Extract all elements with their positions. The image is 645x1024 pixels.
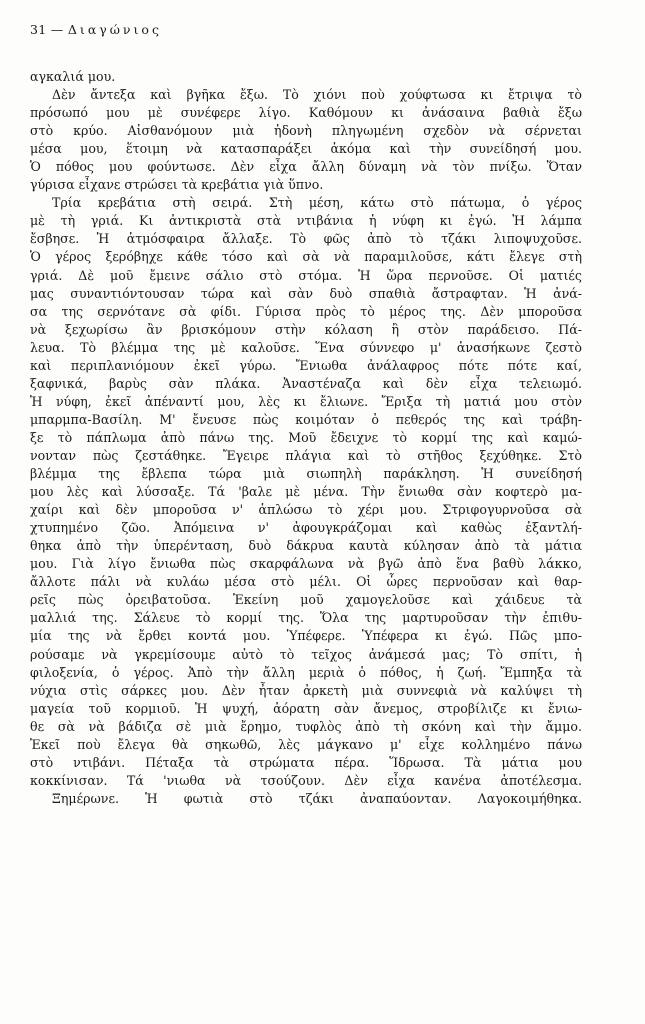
text-line: μαλλιά της. Σάλευε τὸ κορμί της. Ὅλα της μαρτυροῦσαν τὴν ἐπιθυ-: [30, 610, 582, 626]
text-line: Ὁ γέρος ξερόβηχε κάθε τόσο καὶ σὰ νὰ παραμιλοῦσε, κάτι ἔλεγε στὴ: [30, 249, 582, 265]
text-line: μὲ τὴ γριά. Κι ἀντικριστὰ στὰ ντιβάνια ἡ νύφη κι ἐγώ. Ἡ λάμπα: [30, 213, 582, 229]
page-number: 31: [30, 22, 47, 37]
header-separator: —: [50, 22, 64, 37]
text-line: μου λὲς καὶ λύσσαξε. Τά 'βαλε μὲ μένα. Τὴν ἔνιωθα σὰν κοφτερὸ μα-: [30, 484, 582, 500]
text-line: φιλοξενία, ὁ γέρος. Ἀπὸ τὴν ἄλλη μεριὰ ὁ πόθος, ἡ ζωή. Ἔμπηξα τὰ: [30, 664, 582, 680]
text-line: ξαφνικά, βαρὺς σὰν πλάκα. Ἀναστέναζα καὶ δὲν εἶχα τελειωμό.: [30, 375, 582, 391]
running-head: [30, 22, 162, 37]
text-line: χαίρι καὶ δὲν μποροῦσα ν' ἁπλώσω τὸ χέρι μου. Στριφογυρνοῦσα σὰ: [30, 502, 582, 518]
text-line: Ἡ νύφη, ἐκεῖ ἀπέναντί μου, λὲς κι ἔλιωνε. Ἔριξα τὴ ματιά μου στὸν: [30, 393, 582, 409]
text-line: Ὁ πόθος μου φούντωσε. Δὲν εἶχα ἄλλη δύναμη νὰ τὸν πνίξω. Ὅταν: [30, 159, 582, 175]
text-line: γύρισα εἶχανε στρώσει τὰ κρεβάτια γιὰ ὕπνο.: [30, 177, 324, 193]
body-text: [30, 68, 582, 808]
text-line: καὶ περιπλανιόμουν ἐκεῖ γύρω. Ἔνιωθα ἀνάλαφρος πότε πότε καί,: [30, 357, 582, 373]
text-line: στὸ κρύο. Αἰσθανόμουν μιὰ ἡδονὴ πληγωμένη σχεδὸν νὰ σέρνεται: [30, 123, 582, 139]
text-line: σα της σερνότανε σὰ φίδι. Γύρισα πρὸς τὸ μέρος της. Δὲν μποροῦσα: [30, 303, 582, 319]
text-line: θε σὰ νὰ βάδιζα σὲ μιὰ ἔρημο, τυφλὸς ἀπὸ τὴ σκόνη καὶ τὴν ἄμμο.: [30, 718, 582, 734]
text-line: ρεῖς πὼς ὀρειβατοῦσα. Ἐκείνη μοῦ χαμογελοῦσε καὶ χάιδευε τὰ: [30, 592, 582, 608]
text-line: ἄλλοτε πάλι νὰ κυλάω μέσα στὸ μέλι. Οἱ ὧρες περνοῦσαν καὶ θαρ-: [30, 574, 582, 590]
text-line: Δὲν ἄντεξα καὶ βγῆκα ἔξω. Τὸ χιόνι ποὺ χούφτωσα κι ἔτριψα τὸ: [52, 87, 582, 103]
text-line: μαγεία τοῦ κορμιοῦ. Ἡ ψυχή, ἀόρατη σὰν ἄνεμος, στροβίλιζε κι ἔνιω-: [30, 700, 582, 716]
text-line: θηκα ἀπὸ τὴν ὑπερένταση, δυὸ δάκρυα καυτὰ κύλησαν ἀπὸ τὰ μάτια: [30, 538, 582, 554]
text-line: μας συναντιόντουσαν τώρα καὶ σὰν δυὸ σπαθιὰ ἄστραφταν. Ἡ ἀνά-: [30, 285, 582, 301]
text-line: ξε τὸ πάπλωμα ἀπὸ πάνω της. Μοῦ ἔδειχνε τὸ κορμί της καὶ καμώ-: [30, 429, 582, 445]
text-line: νονταν πὼς ζεστάθηκε. Ἔγειρε πλάγια καὶ τὸ στῆθος ξεχύθηκε. Στὸ: [30, 447, 582, 463]
text-line: ρούσαμε νὰ γκρεμίσουμε αὐτὸ τὸ τεῖχος ἀνάμεσά μας; Τὸ σπίτι, ἡ: [30, 646, 582, 662]
book-title: Διαγώνιος: [67, 22, 162, 37]
text-line: κοκκίνισαν. Τά 'νιωθα νὰ τσούζουν. Δὲν εἶχα κανένα ἀποτέλεσμα.: [30, 772, 582, 788]
text-line: μία της νὰ ἔρθει κοντά μου. Ὑπέφερε. Ὑπέφερα κι ἐγώ. Πῶς μπο-: [30, 628, 582, 644]
text-line: βλέμμα της ἔβλεπα τώρα μιὰ σιωπηλὴ παράκληση. Ἡ συνείδησή: [30, 466, 582, 482]
text-line: αγκαλιά μου.: [30, 69, 116, 84]
text-line: Ἐκεῖ ποὺ ἔλεγα θὰ σηκωθῶ, λὲς μάγκανο μ' εἶχε κολλημένο πάνω: [30, 736, 582, 752]
text-line: Τρία κρεβάτια στὴ σειρά. Στὴ μέση, κάτω στὸ πάτωμα, ὁ γέρος: [52, 195, 582, 211]
text-line: πρόσωπό μου μὲ συνέφερε λίγο. Καθόμουν κι ἀνάσαινα βαθιὰ ἔξω: [30, 105, 582, 121]
text-line: χτυπημένο ζῶο. Ἀπόμεινα ν' ἀφουγκράζομαι καὶ καθὼς ἐξαντλή-: [30, 520, 582, 536]
text-line: μπαρμπα-Βασίλη. Μ' ἔνευσε πὼς κοιμόταν ὁ πεθερός της καὶ τράβη-: [30, 411, 582, 427]
text-line: ἔσβησε. Ἡ ἀτμόσφαιρα ἄλλαξε. Τὸ φῶς ἀπὸ τὸ τζάκι λιποψυχοῦσε.: [30, 231, 582, 247]
text-line: μέσα μου, ἕτοιμη νὰ κατασπαράξει ἀκόμα καὶ τὴν συνείδησή μου.: [30, 141, 582, 157]
text-line: Ξημέρωνε. Ἡ φωτιὰ στὸ τζάκι ἀναπαύονταν. Λαγοκοιμήθηκα.: [52, 790, 582, 806]
text-line: μου. Γιὰ λίγο ἔνιωθα πὼς σκαρφάλωνα νὰ βγῶ ἀπὸ ἕνα βαθὺ λάκκο,: [30, 556, 582, 572]
text-line: νὰ ξεχωρίσω ἂν βρισκόμουν στὴν κόλαση ἢ στὸν παράδεισο. Πά-: [30, 321, 582, 337]
text-line: λευα. Τὸ βλέμμα της μὲ καλοῦσε. Ἕνα σύννεφο μ' ἀνασήκωνε ζεστὸ: [30, 339, 582, 355]
text-line: στὸ ντιβάνι. Πέταξα τὰ στρώματα πέρα. Ἵδρωσα. Τὰ μάτια μου: [30, 754, 582, 770]
text-line: γριά. Δὲ μοῦ ἔμεινε σάλιο στὸ στόμα. Ἡ ὥρα περνοῦσε. Οἱ ματιές: [30, 267, 582, 283]
text-line: νύχια στὶς σάρκες μου. Δὲν ἦταν ἀρκετὴ μιὰ συννεφιὰ νὰ καλύψει τὴ: [30, 682, 582, 698]
